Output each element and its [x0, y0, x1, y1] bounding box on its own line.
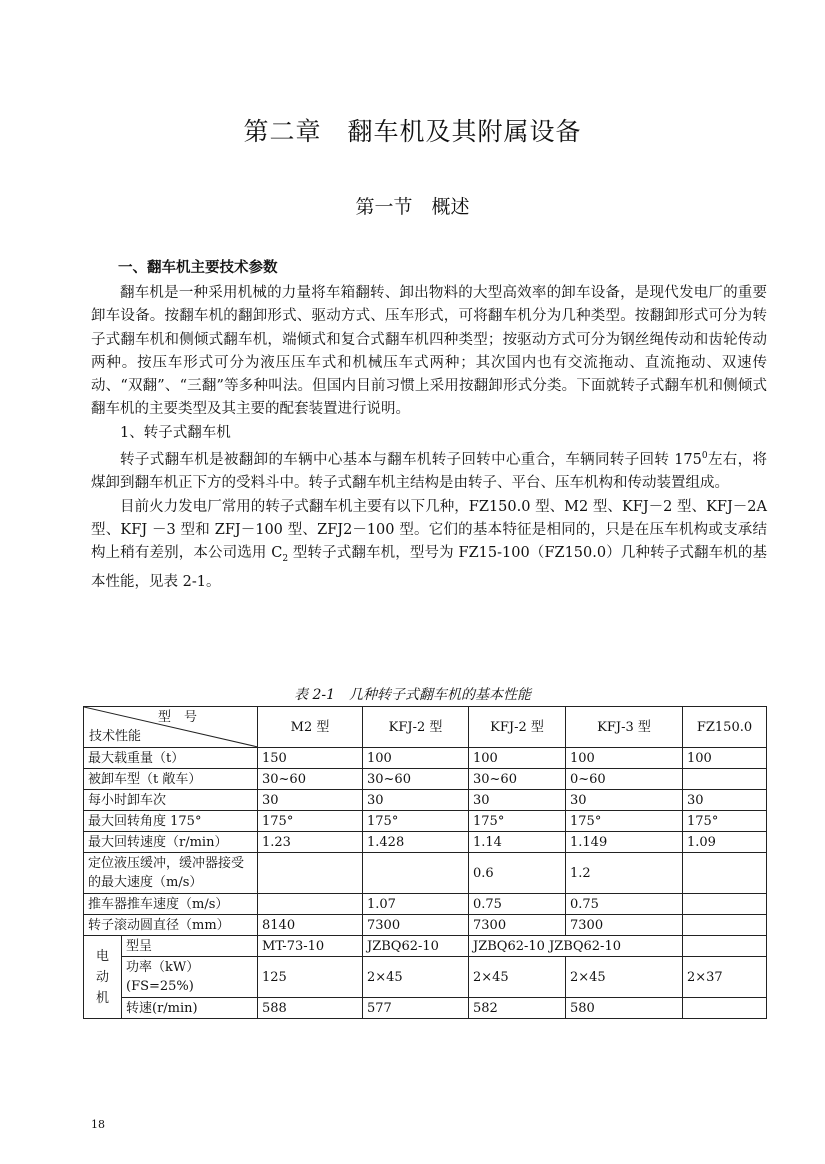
table-cell: 2×37 — [683, 957, 767, 998]
table-cell — [258, 853, 363, 894]
table-cell: 100 — [469, 748, 566, 769]
table-cell: 1.14 — [469, 832, 566, 853]
table-cell: 150 — [258, 748, 363, 769]
table-cell: 2×45 — [469, 957, 566, 998]
table-cell: 2×45 — [363, 957, 469, 998]
table-cell: 0.75 — [566, 894, 683, 915]
table-cell — [363, 853, 469, 894]
table-cell: 125 — [258, 957, 363, 998]
table-row — [84, 853, 767, 894]
table-cell: 1.149 — [566, 832, 683, 853]
row-label: 被卸车型（t 敞车） — [84, 769, 258, 790]
table-cell: MT-73-10 — [258, 936, 363, 957]
table-cell: 175° — [566, 811, 683, 832]
table-cell: 100 — [683, 748, 767, 769]
table-cell — [683, 915, 767, 936]
section-title: 第一节 概述 — [355, 196, 470, 218]
paragraph-intro: 翻车机是一种采用机械的力量将车箱翻转、卸出物料的大型高效率的卸车设备，是现代发电厂的重要卸车设备。按翻车机的翻卸形式、驱动方式、压车形式，可将翻车机分为几种类型。按翻卸形式可分为转子式翻车机和侧倾式翻车机，端倾式和复合式翻车机四种类型；按驱动方式可分为钢丝绳传动和齿轮传动两种。按压车形式可分为液压压车式和机械压车式两种；其次国内也有交流拖动、直流拖动、双速传动、“双翻”、“三翻”等多种叫法。但国内目前习惯上采用按翻卸形式分类。下面就转子式翻车机和侧倾式翻车机的主要类型及其主要的配套装置进行说明。 — [91, 285, 767, 418]
row-label: 型呈 — [122, 936, 258, 957]
table-cell: 100 — [566, 748, 683, 769]
table-cell — [683, 936, 767, 957]
paragraph-common-models: 目前火力发电厂常用的转子式翻车机主要有以下几种，FZ150.0 型、M2 型、KFJ－2 型、KFJ－2A 型、KFJ －3 型和 ZFJ－100 型、ZFJ2－100 型。它们的基本特征是相同的，只是在压车机构或支承结构上稍有差别，本公司选用 $C_2$ 型转子式翻车机，型号为 FZ15-100（FZ150.0）几种转子式翻车机的基本性能，见表 2-1。 — [91, 498, 768, 591]
heading-technical-parameters: 一、翻车机主要技术参数 — [118, 260, 278, 276]
body-text — [91, 282, 767, 595]
row-label: 最大回转速度（r/min） — [84, 832, 258, 853]
corner-header-cell — [84, 707, 258, 748]
row-label: 最大载重量（t） — [84, 748, 258, 769]
page-number: 18 — [91, 1118, 105, 1131]
row-label: 转子滚动圆直径（mm） — [84, 915, 258, 936]
table-cell — [683, 769, 767, 790]
table-cell: 30~60 — [469, 769, 566, 790]
table-cell: 7300 — [363, 915, 469, 936]
table-row — [84, 915, 767, 936]
row-label: 定位液压缓冲，缓冲器接受的最大速度（m/s） — [84, 853, 258, 894]
table-cell: 30 — [258, 790, 363, 811]
table-cell: 30~60 — [258, 769, 363, 790]
table-cell: 8140 — [258, 915, 363, 936]
chapter-title: 第二章 翻车机及其附属设备 — [243, 117, 582, 146]
table-cell: 2×45 — [566, 957, 683, 998]
table-cell: 30 — [363, 790, 469, 811]
corner-model-label: 型 号 — [157, 710, 197, 725]
row-label: 每小时卸车次 — [84, 790, 258, 811]
table-row — [84, 957, 767, 998]
table-cell: 0~60 — [566, 769, 683, 790]
table-cell — [683, 998, 767, 1019]
table-cell: 0.75 — [469, 894, 566, 915]
model-header: KFJ-3 型 — [566, 707, 683, 748]
table-cell: 7300 — [469, 915, 566, 936]
table-row — [84, 790, 767, 811]
table-cell: 1.428 — [363, 832, 469, 853]
table-cell: 30 — [469, 790, 566, 811]
table-cell: 175° — [683, 811, 767, 832]
table-cell: 175° — [363, 811, 469, 832]
model-header: KFJ-2 型 — [469, 707, 566, 748]
table-cell: 175° — [258, 811, 363, 832]
performance-table — [83, 706, 767, 1019]
table-cell: 588 — [258, 998, 363, 1019]
table-cell: 582 — [469, 998, 566, 1019]
table-row — [84, 811, 767, 832]
table-cell — [258, 894, 363, 915]
table-cell: 30~60 — [363, 769, 469, 790]
table-row — [84, 748, 767, 769]
table-row — [84, 769, 767, 790]
table-cell: 30 — [566, 790, 683, 811]
table-cell: 7300 — [566, 915, 683, 936]
model-header: FZ150.0 — [683, 707, 767, 748]
model-header: M2 型 — [258, 707, 363, 748]
row-label: 功率（kW）(FS=25%) — [122, 957, 258, 998]
table-cell: 577 — [363, 998, 469, 1019]
table-cell — [683, 853, 767, 894]
table-row — [84, 998, 767, 1019]
table-cell: 175° — [469, 811, 566, 832]
table-row — [84, 832, 767, 853]
table-cell: 1.07 — [363, 894, 469, 915]
table-row — [84, 936, 767, 957]
table-cell: 0.6 — [469, 853, 566, 894]
table-cell: 1.2 — [566, 853, 683, 894]
row-label: 推车器推车速度（m/s） — [84, 894, 258, 915]
paragraph-rotor-description: 转子式翻车机是被翻卸的车辆中心基本与翻车机转子回转中心重合，车辆同转子回转 $175^0$左右，将煤卸到翻车机正下方的受料斗中。转子式翻车机主结构是由转子、平台、压车机构和传动装置组成。 — [91, 451, 767, 492]
table-cell: JZBQ62-10 JZBQ62-10 — [469, 936, 683, 957]
corner-performance-label: 技术性能 — [89, 729, 142, 744]
subheading-rotor-dumper: 1、转子式翻车机 — [120, 424, 231, 441]
table-cell: 1.09 — [683, 832, 767, 853]
table-row — [84, 894, 767, 915]
table-cell: 1.23 — [258, 832, 363, 853]
table-header-row — [84, 707, 767, 748]
table-cell: 580 — [566, 998, 683, 1019]
row-label: 最大回转角度 175° — [84, 811, 258, 832]
motor-group-label: 电动机 — [84, 936, 122, 1019]
table-caption: 表 2-1 几种转子式翻车机的基本性能 — [294, 687, 531, 703]
row-label: 转速(r/min) — [122, 998, 258, 1019]
model-header: KFJ-2 型 — [363, 707, 469, 748]
table-cell — [683, 894, 767, 915]
table-cell: 30 — [683, 790, 767, 811]
table-cell: JZBQ62-10 — [363, 936, 469, 957]
table-cell: 100 — [363, 748, 469, 769]
